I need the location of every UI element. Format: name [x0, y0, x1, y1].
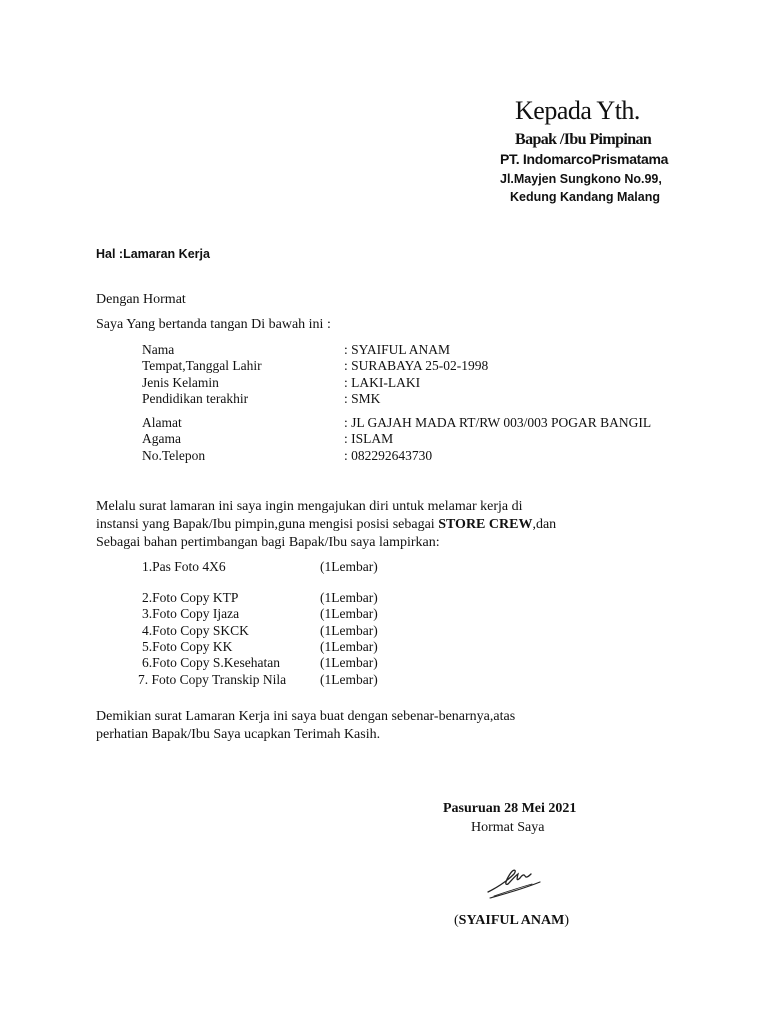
regards: Hormat Saya — [471, 820, 545, 835]
intro-text: Saya Yang bertanda tangan Di bawah ini : — [96, 317, 331, 332]
attachment-qty: (1Lembar) — [320, 606, 378, 621]
body-line-2-text: instansi yang Bapak/Ibu pimpin,guna mengisi posisi sebagai — [96, 517, 439, 532]
body-line-1: Melalu surat lamaran ini saya ingin mengajukan diri untuk melamar kerja di — [96, 499, 523, 514]
personal-label: Agama — [142, 431, 181, 446]
attachment-item: 7. Foto Copy Transkip Nila — [138, 672, 287, 687]
place-date: Pasuruan 28 Mei 2021 — [443, 801, 577, 816]
body-line-2-end: ,dan — [532, 517, 557, 532]
personal-label: Jenis Kelamin — [142, 375, 219, 390]
position-name: STORE CREW — [438, 517, 533, 532]
personal-value: : SURABAYA 25-02-1998 — [344, 358, 489, 373]
body-line-2 — [96, 516, 556, 533]
attachment-qty: (1Lembar) — [320, 590, 378, 605]
attachment-item: 6.Foto Copy S.Kesehatan — [142, 655, 280, 670]
personal-label: Alamat — [142, 415, 182, 430]
signature-image — [484, 858, 546, 900]
attachment-item: 1.Pas Foto 4X6 — [142, 559, 226, 574]
personal-label: No.Telepon — [142, 448, 206, 463]
personal-value: : 082292643730 — [344, 448, 433, 463]
attachment-qty: (1Lembar) — [320, 559, 378, 574]
attachment-qty: (1Lembar) — [320, 655, 378, 670]
attachment-item: 4.Foto Copy SKCK — [142, 623, 249, 638]
company-street: Jl.Mayjen Sungkono No.99, — [500, 172, 662, 186]
signatory — [454, 913, 569, 929]
company-name: PT. IndomarcoPrismatama — [500, 151, 669, 167]
closing-line-1: Demikian surat Lamaran Kerja ini saya buat dengan sebenar-benarnya,atas — [96, 709, 516, 724]
attachment-item: 2.Foto Copy KTP — [142, 590, 239, 605]
attachment-item: 5.Foto Copy KK — [142, 639, 233, 654]
closing-line-2: perhatian Bapak/Ibu Saya ucapkan Terimah Kasih. — [96, 727, 381, 742]
personal-value: : SMK — [344, 391, 381, 406]
personal-label: Pendidikan terakhir — [142, 391, 249, 406]
addressee: Bapak /Ibu Pimpinan — [515, 131, 652, 148]
attachment-item: 3.Foto Copy Ijaza — [142, 606, 240, 621]
personal-value: : JL GAJAH MADA RT/RW 003/003 POGAR BANGIL — [344, 415, 652, 430]
personal-value: : ISLAM — [344, 431, 394, 446]
body-line-3: Sebagai bahan pertimbangan bagi Bapak/Ibu saya lampirkan: — [96, 535, 440, 550]
greeting: Kepada Yth. — [515, 96, 640, 125]
subject-line: Hal :Lamaran Kerja — [96, 247, 210, 261]
personal-value: : SYAIFUL ANAM — [344, 342, 451, 357]
paren-close: ) — [564, 913, 570, 928]
attachment-qty: (1Lembar) — [320, 672, 378, 687]
paren-open: ( — [454, 913, 459, 928]
personal-label: Tempat,Tanggal Lahir — [142, 358, 262, 373]
attachment-qty: (1Lembar) — [320, 623, 378, 638]
signatory-name: SYAIFUL ANAM — [458, 913, 565, 928]
personal-label: Nama — [142, 342, 175, 357]
salutation: Dengan Hormat — [96, 292, 186, 307]
attachment-qty: (1Lembar) — [320, 639, 378, 654]
company-city: Kedung Kandang Malang — [510, 190, 660, 204]
personal-value: : LAKI-LAKI — [344, 375, 421, 390]
